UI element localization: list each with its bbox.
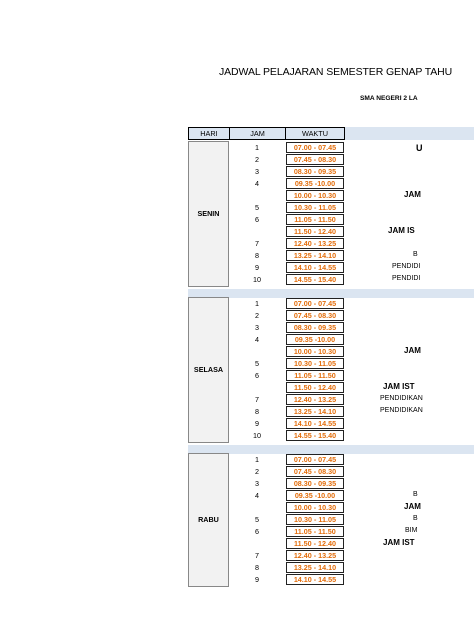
- subject-cell: JAM IS: [388, 226, 415, 235]
- jam-cell: 5: [255, 203, 259, 212]
- jam-cell: 1: [255, 299, 259, 308]
- subject-cell: B: [413, 515, 418, 522]
- waktu-cell: 07.45 - 08.30: [286, 466, 344, 477]
- jam-cell: 2: [255, 311, 259, 320]
- waktu-cell: 13.25 - 14.10: [286, 250, 344, 261]
- waktu-cell: 10.30 - 11.05: [286, 514, 344, 525]
- header-hari: HARI: [188, 127, 230, 140]
- jam-cell: 7: [255, 551, 259, 560]
- jam-cell: 9: [255, 575, 259, 584]
- jam-cell: 5: [255, 359, 259, 368]
- jam-cell: 6: [255, 215, 259, 224]
- waktu-cell: 11.50 - 12.40: [286, 226, 344, 237]
- jam-cell: 2: [255, 155, 259, 164]
- jam-cell: 9: [255, 419, 259, 428]
- day-separator: [188, 289, 474, 298]
- waktu-cell: 12.40 - 13.25: [286, 238, 344, 249]
- waktu-cell: 09.35 -10.00: [286, 334, 344, 345]
- waktu-cell: 14.10 - 14.55: [286, 574, 344, 585]
- day-label: SENIN: [197, 209, 220, 218]
- waktu-cell: 12.40 - 13.25: [286, 394, 344, 405]
- jam-cell: 3: [255, 167, 259, 176]
- jam-cell: 4: [255, 179, 259, 188]
- waktu-cell: 10.00 - 10.30: [286, 190, 344, 201]
- subject-cell: JAM IST: [383, 538, 415, 547]
- subject-cell: PENDIDI: [392, 275, 421, 282]
- header-jam: JAM: [229, 127, 286, 140]
- subject-cell: PENDIDIKAN: [380, 407, 423, 414]
- waktu-cell: 11.50 - 12.40: [286, 538, 344, 549]
- waktu-cell: 07.00 - 07.45: [286, 298, 344, 309]
- day-label: SELASA: [193, 365, 224, 374]
- waktu-cell: 08.30 - 09.35: [286, 322, 344, 333]
- waktu-cell: 13.25 - 14.10: [286, 406, 344, 417]
- jam-cell: 8: [255, 563, 259, 572]
- jam-cell: 4: [255, 335, 259, 344]
- subject-cell: PENDIDI: [392, 263, 421, 270]
- jam-cell: 6: [255, 527, 259, 536]
- header-band: [345, 127, 474, 140]
- waktu-cell: 11.05 - 11.50: [286, 370, 344, 381]
- waktu-cell: 08.30 - 09.35: [286, 478, 344, 489]
- waktu-cell: 07.00 - 07.45: [286, 454, 344, 465]
- waktu-cell: 14.55 - 15.40: [286, 430, 344, 441]
- waktu-cell: 10.00 - 10.30: [286, 502, 344, 513]
- waktu-cell: 09.35 -10.00: [286, 178, 344, 189]
- waktu-cell: 10.30 - 11.05: [286, 358, 344, 369]
- jam-cell: 7: [255, 395, 259, 404]
- waktu-cell: 07.00 - 07.45: [286, 142, 344, 153]
- waktu-cell: 11.05 - 11.50: [286, 214, 344, 225]
- subject-cell: B: [413, 251, 418, 258]
- jam-cell: 3: [255, 479, 259, 488]
- waktu-cell: 07.45 - 08.30: [286, 310, 344, 321]
- jam-cell: 4: [255, 491, 259, 500]
- waktu-cell: 12.40 - 13.25: [286, 550, 344, 561]
- waktu-cell: 10.30 - 11.05: [286, 202, 344, 213]
- header-waktu: WAKTU: [285, 127, 345, 140]
- day-label: RABU: [198, 515, 219, 524]
- subject-cell: JAM: [404, 190, 421, 199]
- subject-cell: PENDIDIKAN: [380, 395, 423, 402]
- subject-cell: JAM: [404, 502, 421, 511]
- page-title: JADWAL PELAJARAN SEMESTER GENAP TAHU: [219, 66, 453, 78]
- jam-cell: 10: [253, 275, 261, 284]
- waktu-cell: 10.00 - 10.30: [286, 346, 344, 357]
- jam-cell: 1: [255, 455, 259, 464]
- waktu-cell: 11.50 - 12.40: [286, 382, 344, 393]
- jam-cell: 3: [255, 323, 259, 332]
- waktu-cell: 14.10 - 14.55: [286, 418, 344, 429]
- school-name: SMA NEGERI 2 LA: [360, 95, 418, 102]
- waktu-cell: 14.55 - 15.40: [286, 274, 344, 285]
- waktu-cell: 07.45 - 08.30: [286, 154, 344, 165]
- subject-cell: BIM: [405, 527, 418, 534]
- waktu-cell: 11.05 - 11.50: [286, 526, 344, 537]
- subject-cell: JAM IST: [383, 382, 415, 391]
- jam-cell: 8: [255, 407, 259, 416]
- waktu-cell: 09.35 -10.00: [286, 490, 344, 501]
- day-separator: [188, 445, 474, 454]
- waktu-cell: 08.30 - 09.35: [286, 166, 344, 177]
- subject-cell: U: [416, 143, 423, 153]
- jam-cell: 8: [255, 251, 259, 260]
- jam-cell: 9: [255, 263, 259, 272]
- jam-cell: 6: [255, 371, 259, 380]
- waktu-cell: 13.25 - 14.10: [286, 562, 344, 573]
- waktu-cell: 14.10 - 14.55: [286, 262, 344, 273]
- subject-cell: JAM: [404, 346, 421, 355]
- subject-cell: B: [413, 491, 418, 498]
- jam-cell: 7: [255, 239, 259, 248]
- jam-cell: 10: [253, 431, 261, 440]
- jam-cell: 5: [255, 515, 259, 524]
- jam-cell: 1: [255, 143, 259, 152]
- jam-cell: 2: [255, 467, 259, 476]
